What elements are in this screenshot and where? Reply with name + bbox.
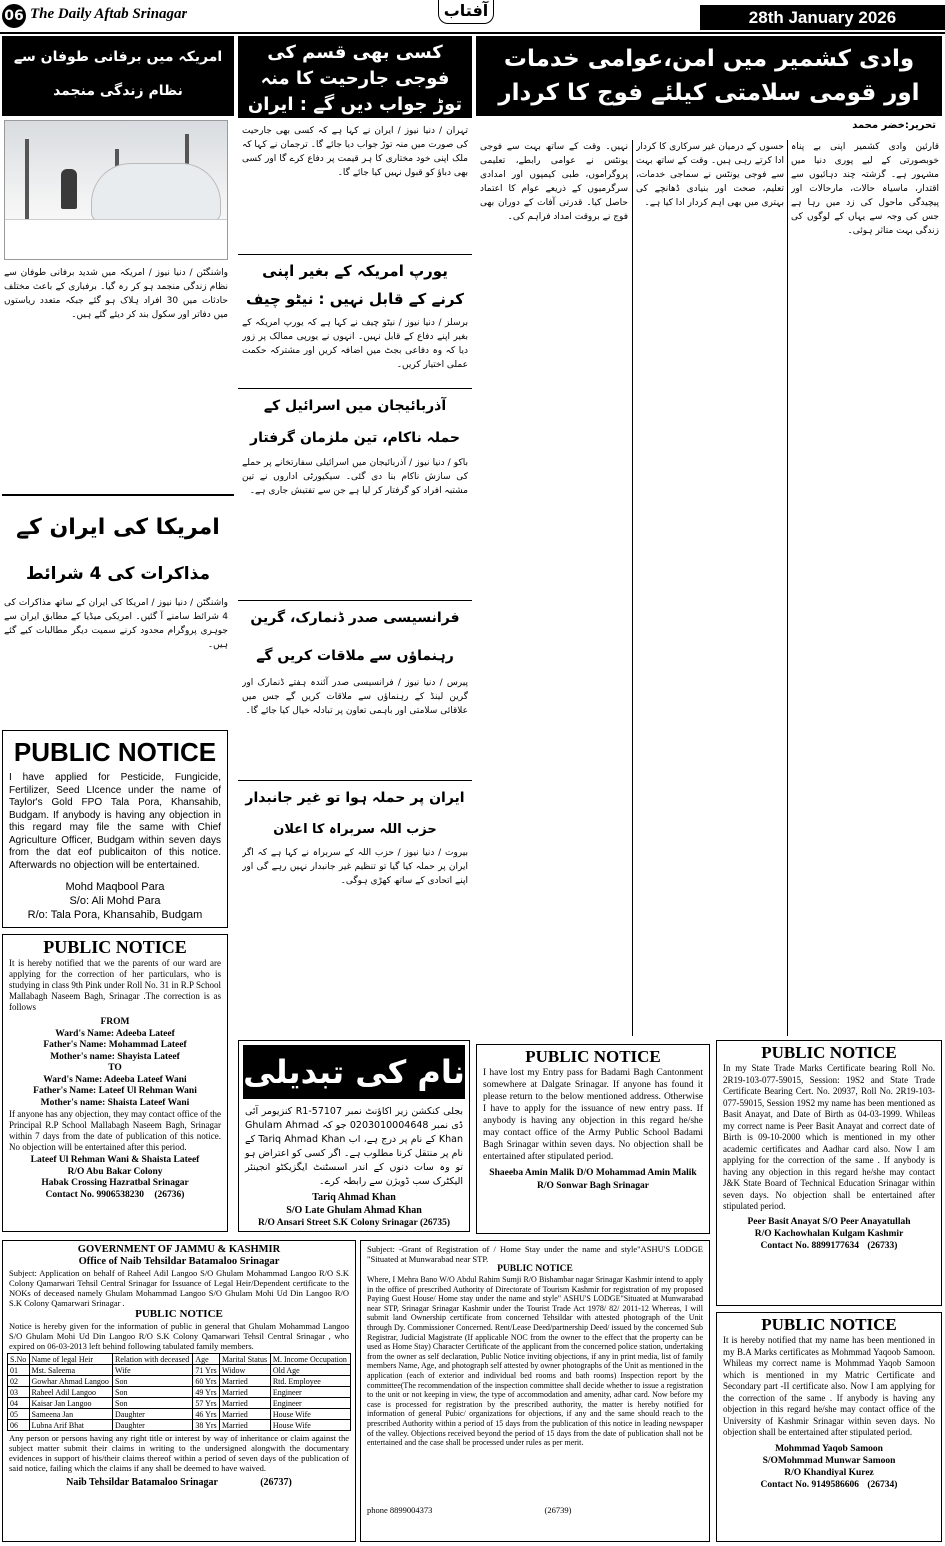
- notice-entry-pass: [476, 1044, 710, 1234]
- contact-number: Contact No. 8899177634: [760, 1240, 859, 1251]
- table-cell: 01: [8, 1365, 30, 1376]
- notice-homestay: [360, 1240, 710, 1542]
- table-cell: 04: [8, 1398, 30, 1409]
- contact-number: Contact No. 9906538230: [45, 1189, 144, 1200]
- masthead: [0, 0, 945, 36]
- section-rule: [238, 254, 472, 255]
- reference-number: (26739): [544, 1505, 572, 1515]
- date: 28th January 2026: [700, 5, 945, 30]
- table-cell: Married: [220, 1376, 271, 1387]
- lead-story: [476, 36, 942, 1036]
- snowstorm-photo: [4, 120, 228, 260]
- notice-signature: R/O Abu Bakar Colony: [67, 1166, 163, 1177]
- table-cell: 06: [8, 1420, 30, 1431]
- table-cell: Son: [113, 1376, 193, 1387]
- reference-number: (26735): [419, 1218, 451, 1228]
- lead-column-3: [480, 140, 628, 1036]
- table-cell: 71 Yrs: [193, 1365, 220, 1376]
- table-cell: Married: [220, 1387, 271, 1398]
- notice-signature: S/OMohmmad Munwar Samoon: [762, 1455, 896, 1466]
- table-cell: Daughter: [113, 1420, 193, 1431]
- notice-signature: [239, 1217, 469, 1230]
- europe-body: برسلز / دنیا نیوز / نیٹو چیف نے کہا ہے کہ یورپ امریکہ کے بغیر اپنے دفاع کے قابل نہیں۔ انہوں نے یورپی ممالک پر زور دیا کہ وہ دفاعی بجٹ میں اضافہ کریں اور مشترکہ حکمت عملی اختیار کریں۔: [242, 318, 468, 370]
- notice-signature: Mohd Maqbool Para: [65, 881, 165, 893]
- table-cell: Kaisar Jan Langoo: [29, 1398, 113, 1409]
- notice-body: It is hereby notified that we the parents of our ward are applying for the correction of her particulars, who is studying in class 9th Pink under Roll No. 31 in R.P School Mallabagh Naseem Bagh, Srinagar .The correction is as follows: [9, 958, 221, 1012]
- correction-line: Ward's Name: Adeeba Lateef: [55, 1028, 175, 1039]
- iran-body: تہران / دنیا نیوز / ایران نے کہا ہے کہ کسی بھی جارحیت کی صورت میں منہ توڑ جواب دیا جائے گا۔ ترجمان نے کہا کہ ملک اپنی خود مختاری کا ہر قیمت پر دفاع کرے گا اور کسی بھی دباؤ کو قبول نہیں کیا جائے گا۔: [242, 126, 468, 178]
- notice-title: PUBLIC NOTICE: [497, 1264, 573, 1274]
- table-row: [8, 1387, 351, 1398]
- table-cell: 57 Yrs: [193, 1398, 220, 1409]
- table-cell: Married: [220, 1409, 271, 1420]
- notice-body: In my State Trade Marks Certificate bearing Roll No. 2R19-103-077-59015, Session: 19S2 and State Trade Certificate Bearing Cert. No. 20937, Roll No. 2R19-103-077-59015, Session 19S2 my name has been mentioned as Basit Anayat, and Date of Birth as 04-03-1999. Whileas my correct name is Peer Basit Anayat and correct date of Birth is 09-10-2000 which is mentioned in my other academic certificates and Aadhar card also. Now I am applying for the correction of the same . If anybody is having any objection in this regard he/she may contact J&K State Board of Technical Education Srinagar within seven days. No objection shall be entertained after stipulated period.: [723, 1063, 935, 1211]
- notice-government: [2, 1240, 356, 1542]
- table-row: [8, 1376, 351, 1387]
- table-cell: Engineer: [270, 1398, 350, 1409]
- correction-line: Ward's Name: Adeeba Lateef Wani: [43, 1074, 187, 1085]
- azerbaijan-headline-line1: آذربائیجان میں اسرائیل کے: [263, 398, 447, 414]
- correction-to-label: TO: [108, 1063, 122, 1073]
- notice-signature: Lateef Ul Rehman Wani & Shaista Lateef: [30, 1155, 200, 1165]
- column-rule: [632, 140, 633, 1036]
- table-cell: Old Age: [270, 1365, 350, 1376]
- table-row: [8, 1365, 351, 1376]
- table-header-row: [8, 1354, 351, 1365]
- table-row: [8, 1409, 351, 1420]
- notice-body: Any person or persons having any right title or interest by way of inheritance or claim against the subject matter submit their claims in writing to the undersigned alongwith the documentary evidences in support of his/their claims thereof within a period of seven days of the publication of said notice, failing which the claims if any shall be deemed to have waived.: [9, 1433, 349, 1473]
- notice-subject: Subject: Application on behalf of Raheel Adil Langoo S/O Ghulam Mohammad Langoo R/O S.K Colony Qamarwari Tehsil Central Srinagar for Issuance of Legal Heir/Dependent certificate to the NOKs of deceased namely Ghulam Mohammad Langoo S/O Ghulam Mohi Ud Din Langoo R/O S.K Colony Qamarwari Srinagar .: [9, 1268, 349, 1308]
- us-iran-body: واشنگٹن / دنیا نیوز / امریکا کی ایران کے ساتھ مذاکرات کی 4 شرائط سامنے آ گئیں۔ امریکی میڈیا کے مطابق ایران سے جوہری پروگرام محدود کرنے سمیت دیگر مطالبات کیے گئے ہیں۔: [4, 598, 228, 650]
- notice-title: PUBLIC NOTICE: [13, 737, 217, 767]
- notice-title: PUBLIC NOTICE: [525, 1047, 661, 1066]
- france-headline-line2: رہنماؤں سے ملاقات کریں گے: [256, 648, 454, 664]
- notice-signature: Mohmmad Yaqob Samoon: [775, 1443, 883, 1454]
- table-cell: 46 Yrs: [193, 1409, 220, 1420]
- notice-signature: Tariq Ahmad Khan: [312, 1192, 396, 1203]
- paper-name: The Daily Aftab Srinagar: [30, 6, 188, 22]
- section-rule: [2, 494, 234, 496]
- table-cell: House Wife: [270, 1409, 350, 1420]
- notice-government-office: Office of Naib Tehsildar Batamaloo Srinagar: [78, 1256, 280, 1267]
- table-cell: Wife: [113, 1365, 193, 1376]
- table-cell: Married: [220, 1420, 271, 1431]
- correction-line: Mother's name: Shayista Lateef: [50, 1051, 180, 1062]
- notice-footer: [361, 1505, 709, 1516]
- table-row: [8, 1420, 351, 1431]
- us-iran-headline-line2: مذاکرات کی 4 شرائط: [26, 564, 210, 584]
- us-iran-headline-line1: امریکا کی ایران کے: [16, 515, 220, 540]
- column-rule: [787, 140, 788, 1036]
- notice-signature: Shaeeba Amin Malik D/O Mohammad Amin Malik: [489, 1168, 697, 1178]
- notice-signature: Habak Crossing Hazratbal Srinagar: [41, 1178, 189, 1188]
- logo: آفتاب: [438, 0, 494, 24]
- address: R/O Ansari Street S.K Colony Srinagar: [257, 1218, 418, 1228]
- notice-ward: [2, 934, 228, 1232]
- notice-body: بجلی کنکشن زیر اکاؤنٹ نمبر 57107-R1 کنزیومر آئی ڈی نمبر 0203010004648 جو کہ Ghulam Ahmad Khan کے نام پر درج ہے، اب Tariq Ahmad Khan کے نام پر منتقل کرنا مطلوب ہے۔ اگر کسی کو اعتراض ہو تو وہ سات دنوں کے اندر اسسٹنٹ ایگزیکٹو انجینئر الیکٹرک سب ڈویژن سے رابطہ کرے۔: [245, 1106, 463, 1187]
- lead-paragraph: حسوں کے درمیان غیر سرکاری کا کردار ادا کرتے رہی ہیں۔ وقت کے ساتھ بہت سے فوجی یونٹس نے سماجی خدمات، تعلیم، صحت اور بنیادی ڈھانچے کی بہتری میں بھی اہم کردار ادا کیا ہے۔: [636, 142, 784, 208]
- notice-title: PUBLIC NOTICE: [761, 1043, 897, 1062]
- snowstorm-headline-line1: امریکہ میں برفانی طوفان سے نظام زندگی منجمد: [13, 49, 223, 99]
- table-header: M. Income Occupation: [270, 1354, 350, 1365]
- header-rule: [0, 32, 945, 34]
- correction-line: Mother's name: Shaista Lateef Wani: [40, 1097, 190, 1108]
- table-cell: 02: [8, 1376, 30, 1387]
- notice-government-title: GOVERNMENT OF JAMMU & KASHMIR: [77, 1244, 281, 1255]
- table-cell: Married: [220, 1398, 271, 1409]
- hezbollah-body: بیروت / دنیا نیوز / حزب اللہ کے سربراہ نے کہا ہے کہ اگر ایران پر حملہ کیا گیا تو تنظیم غیر جانبدار نہیں رہے گی اور اپنے اتحادی کے ساتھ کھڑی ہوگی۔: [242, 848, 468, 886]
- notice-trade-marks: [716, 1040, 942, 1306]
- table-cell: Son: [113, 1387, 193, 1398]
- lead-headline: وادی کشمیر میں امن،عوامی خدمات اور قومی سلامتی کیلئے فوج کا کردار: [476, 36, 942, 116]
- notice-subject: Subject: -Grant of Registration of / Home Stay under the name and style"ASHU'S LODGE "Situated at Munwarabad near STP.: [367, 1244, 703, 1264]
- notice-title: PUBLIC NOTICE: [761, 1315, 897, 1334]
- table-cell: 05: [8, 1409, 30, 1420]
- notice-body: If anyone has any objection, they may contact office of the Principal R.P School Mallabagh Naseem Bagh, Srinagar within 7 days from the date of publication of this notice. No objection will be entertained after this period.: [9, 1109, 221, 1152]
- name-change-title: نام کی تبدیلی: [243, 1045, 465, 1099]
- section-rule: [238, 780, 472, 781]
- table-header: S.No: [8, 1354, 30, 1365]
- table-header: Name of legal Heir: [29, 1354, 113, 1365]
- reference-number: (26733): [867, 1240, 898, 1251]
- notice-body: I have lost my Entry pass for Badami Bagh Cantonment somewhere at Dalgate Srinagar. If anyone has found it please return to the below mentioned address. Otherwise I have to apply for the issuance of new entry pass. If anybody is having any objection in this regard he/she may contact office of the Army Public School Badami Bagh Srinagar within seven days. No objection shall be entertained after stipulated period.: [483, 1068, 703, 1162]
- notice-signature: R/O Sonwar Bagh Srinagar: [537, 1181, 649, 1191]
- notice-signature: S/O Late Ghulam Ahmad Khan: [286, 1205, 422, 1216]
- reference-number: (26737): [260, 1477, 292, 1488]
- table-cell: Lubna Arif Bhat: [29, 1420, 113, 1431]
- europe-headline-line1: یورپ امریکہ کے بغیر اپنی: [262, 262, 448, 280]
- notice-body: It is hereby notified that my name has been mentioned in my B.A Marks certificates as Mohmmad Yaqoob Samoon. Whileas my correct name is Mohmmad Yaqob Samoon which is mentioned in my Matric Certificate and Secondary part -II certificate also. Now I am applying for the correction of the same . If anybody is having any objection in this regard he/she may contact office of the University of Kashmir Srinagar within seven days. No objection shall be entertained after stipulated period.: [723, 1335, 935, 1437]
- table-cell: Daughter: [113, 1409, 193, 1420]
- france-headline-line1: فرانسیسی صدر ڈنمارک، گرین: [250, 610, 460, 626]
- azerbaijan-body: باکو / دنیا نیوز / آذربائیجان میں اسرائیلی سفارتخانے پر حملے کی سازش ناکام بنا دی گئی۔ سیکیورٹی اداروں نے تین مشتبہ افراد کو گرفتار کر لیا ہے جن سے تفتیش جاری ہے۔: [242, 458, 468, 496]
- table-cell: Sameena Jan: [29, 1409, 113, 1420]
- table-cell: Gowhar Ahmad Langoo: [29, 1376, 113, 1387]
- page-number: 06: [2, 4, 26, 28]
- notice-signature: [717, 1479, 941, 1491]
- iran-headline: کسی بھی قسم کی فوجی جارحیت کا منہ توڑ جواب دیں گے : ایران: [238, 36, 472, 118]
- reference-number: (26734): [867, 1479, 898, 1490]
- notice-name-change: [238, 1040, 470, 1232]
- notice-signature: S/o: Ali Mohd Para: [69, 895, 161, 907]
- snowstorm-headline-line2: [8, 108, 228, 116]
- lead-byline: تحریر:خضر محمد: [852, 120, 936, 131]
- table-cell: Mst. Saleema: [29, 1365, 113, 1376]
- table-cell: Rtd. Employee: [270, 1376, 350, 1387]
- table-header: Marital Status: [220, 1354, 271, 1365]
- europe-headline-line2: کرنے کے قابل نہیں : نیٹو چیف: [246, 290, 464, 308]
- legal-heir-table: [7, 1353, 351, 1431]
- section-rule: [238, 388, 472, 389]
- lead-column-2: [636, 140, 784, 1036]
- notice-title: PUBLIC NOTICE: [135, 1308, 223, 1320]
- table-header: Relation with deceased: [113, 1354, 193, 1365]
- table-cell: Widow: [220, 1365, 271, 1376]
- table-row: [8, 1398, 351, 1409]
- lead-paragraph: نہیں۔ وقت کے ساتھ بہت سے فوجی یونٹس نے عوامی رابطے، تعلیمی پروگراموں، طبی کیمپوں اور امدادی سرگرمیوں کے ذریعے عوام کا اعتماد حاصل کیا۔ قدرتی آفات کے دوران بھی فوج نے بروقت امداد فراہم کی۔: [480, 142, 628, 222]
- table-cell: 38 Yrs: [193, 1420, 220, 1431]
- lead-column-1: [791, 140, 939, 1036]
- signatory: Naib Tehsildar Batamaloo Srinagar: [66, 1477, 218, 1488]
- lead-paragraph: قارئین وادی کشمیر اپنی بے پناہ خوبصورتی کے لیے پوری دنیا میں مشہور ہے۔ گزشتہ چند دہائیوں سے اقتدار، ماسیاہ حالات، مارحالات اور پیچیدگی ماحول کی زد میں رہا ہے جس کی وجہ سے یہاں کے لوگوں کی زندگی بہت متاثر ہوئی۔: [791, 142, 939, 236]
- notice-signature: [3, 1476, 355, 1490]
- table-header: Age: [193, 1354, 220, 1365]
- notice-title: PUBLIC NOTICE: [43, 937, 187, 957]
- section-rule: [238, 600, 472, 601]
- notice-body: I have applied for Pesticide, Fungicide, Fertilizer, Seed LIcence under the name of Taylor's Gold FPO Tala Pora, Khansahib, Budgam. If anybody is having any objection in this regard may file the same with Chief Agriculture Officer, Budgam within seven days from the dat eof publicaiton of this notice. Afterwards no objection will be entertained.: [9, 772, 221, 871]
- table-cell: Raheel Adil Langoo: [29, 1387, 113, 1398]
- table-cell: Engineer: [270, 1387, 350, 1398]
- notice-signature: R/o: Tala Pora, Khansahib, Budgam: [27, 909, 203, 921]
- contact-number: Contact No. 9149586606: [760, 1479, 859, 1490]
- snowstorm-headline: [2, 36, 234, 116]
- table-cell: 03: [8, 1387, 30, 1398]
- correction-line: Father's Name: Mohammad Lateef: [43, 1040, 187, 1050]
- hezbollah-subheadline: حزب اللہ سربراہ کا اعلان: [273, 822, 437, 837]
- table-cell: 49 Yrs: [193, 1387, 220, 1398]
- phone-number: phone 8899004373: [367, 1505, 433, 1515]
- notice-signature: R/O Kachowhalan Kulgam Kashmir: [754, 1228, 904, 1239]
- notice-ba-marks: [716, 1312, 942, 1542]
- notice-pesticide: [2, 730, 228, 928]
- reference-number: (26736): [154, 1189, 185, 1200]
- table-cell: 60 Yrs: [193, 1376, 220, 1387]
- snowstorm-body: واشنگٹن / دنیا نیوز / امریکہ میں شدید برفانی طوفان سے نظام زندگی منجمد ہو کر رہ گیا۔ برفباری کے باعث مختلف حادثات میں 30 افراد ہلاک ہو گئے جبکہ متعدد ریاستوں میں دفاتر اور سکول بند کر دیئے گئے ہیں۔: [4, 268, 228, 320]
- notice-body: Where, I Mehra Bano W/O Abdul Rahim Sumji R/O Bishambar nagar Srinagar Kashmir intend to apply in the office of prescribed Authority of Directorate of Tourism Kashmir for registration of my proposed Paying Guest House/ Home stay under the name and style" ASHU'S LODGE"Situated at Munwarabad near STP, Srinagar Srinagar Kashmir under the Tourist Trade Act 1978/ 82/ 2011-12 Whereas, I will submit land Ownership certificate from concerned Tehsildar with attested photograph of the Unit through Dy. Commissioner Concerned. Rent/Lease Deed/partnership Deed/ issued by the concerned Sub Registrar, Judicial Magistrate (If applicable NOC from the owner to the effect that the property can be used as Home Stay) Character Certificate of the applicant from the concerned police station, undertaking from the owner as self declaration, Public Notice inviting objections, if any in print media, list of family members Name, Age, and photograph self attested by owner photographs of the Unit as mentioned in the application (each of exterior and individual bed rooms and bath rooms) Inspection report by the committee(The recommendation of the inspection committee shall decide whether to issue a registration to the unit or not keeping in view, the type of accommodation and amenity, adhar card. Now before my case is processed for registration by the prescribed authority, the matter is hereby notified for information of general Pubic/ organizations for objections, if any and the same should reach to the prescribed Authority within a period of 15 days from the publication of this notice in leading newspaper of the valley. Objections received beyond the period of 15 days from the date of publication shall not be entertained and the case shall be processed under rules as per merit.: [367, 1275, 703, 1448]
- notice-signature: Peer Basit Anayat S/O Peer Anayatullah: [747, 1216, 911, 1227]
- notice-signature: R/O Khandiyal Kurez: [784, 1467, 874, 1478]
- hezbollah-headline: ایران پر حملہ ہوا تو غیر جانبدار: [245, 790, 465, 806]
- correction-line: Father's Name: Lateef Ul Rehman Wani: [33, 1086, 197, 1096]
- middle-column: [238, 36, 472, 1036]
- azerbaijan-headline-line2: حملہ ناکام، تین ملزمان گرفتار: [250, 430, 460, 446]
- notice-body: Notice is hereby given for the information of public in general that Ghulam Mohammad Langoo S/O Ghulam Mohi Ud Din Langoo R/O S.K Colony Qamarwari Tehsil Central Srinagar , who expired on 06-03-2013 left behind following tabulated family members.: [9, 1321, 349, 1351]
- france-body: پیرس / دنیا نیوز / فرانسیسی صدر آئندہ ہفتے ڈنمارک اور گرین لینڈ کے رہنماؤں سے ملاقات کریں گے جس میں علاقائی سلامتی اور باہمی تعاون پر تبادلہ خیال کیا جائے گا۔: [242, 678, 468, 716]
- table-cell: Son: [113, 1398, 193, 1409]
- correction-from-label: FROM: [100, 1017, 130, 1027]
- table-cell: House Wife: [270, 1420, 350, 1431]
- notice-signature: [3, 1190, 227, 1202]
- legal-heir-table-wrap: [3, 1351, 355, 1433]
- notice-signature: [717, 1240, 941, 1252]
